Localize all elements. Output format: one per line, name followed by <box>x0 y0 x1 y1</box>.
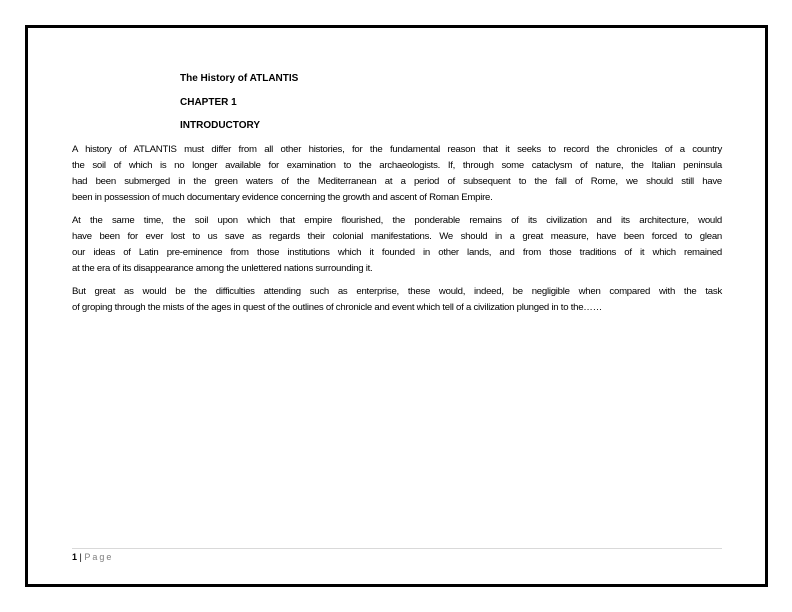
document-title: The History of ATLANTIS <box>180 73 299 84</box>
text-line: At the same time, the soil upon which that empire flourished, the ponderable remains of its civilization and its architecture, would <box>72 215 722 226</box>
text-line: have been for ever lost to us save as regards their colonial manifestations. We should in a great measure, have been forced to glean <box>72 231 722 242</box>
text-line: A history of ATLANTIS must differ from all other histories, for the fundamental reason that it seeks to record the chronicles of a country <box>72 144 722 155</box>
paragraph-2 <box>72 213 722 277</box>
section-heading: INTRODUCTORY <box>180 120 260 131</box>
text-line: our ideas of Latin pre-eminence from those institutions which it founded in other lands, and from those traditions of it which remained <box>72 247 722 258</box>
footer-divider <box>72 548 722 549</box>
page-footer <box>72 551 113 563</box>
text-line: at the era of its disappearance among the unlettered nations surrounding it. <box>72 263 373 274</box>
text-line: of groping through the mists of the ages in quest of the outlines of chronicle and event which tell of a civilization plunged in to the…… <box>72 302 602 313</box>
page-label: Page <box>84 552 114 562</box>
text-line: had been submerged in the green waters of the Mediterranean at a period of subsequent to the fall of Rome, we should still have <box>72 176 722 187</box>
paragraph-3 <box>72 284 722 316</box>
paragraph-1 <box>72 142 722 206</box>
chapter-heading: CHAPTER 1 <box>180 97 237 108</box>
page-number: 1 <box>72 552 78 562</box>
text-line: been in possession of much documentary evidence concerning the growth and ascent of Roman Empire. <box>72 192 493 203</box>
text-line: But great as would be the difficulties attending such as enterprise, these would, indeed, be negligible when compared with the task <box>72 286 722 297</box>
footer-separator: | <box>79 552 82 562</box>
text-line: the soil of which is no longer available for examination to the archaeologists. If, through some cataclysm of nature, the Italian peninsula <box>72 160 722 171</box>
